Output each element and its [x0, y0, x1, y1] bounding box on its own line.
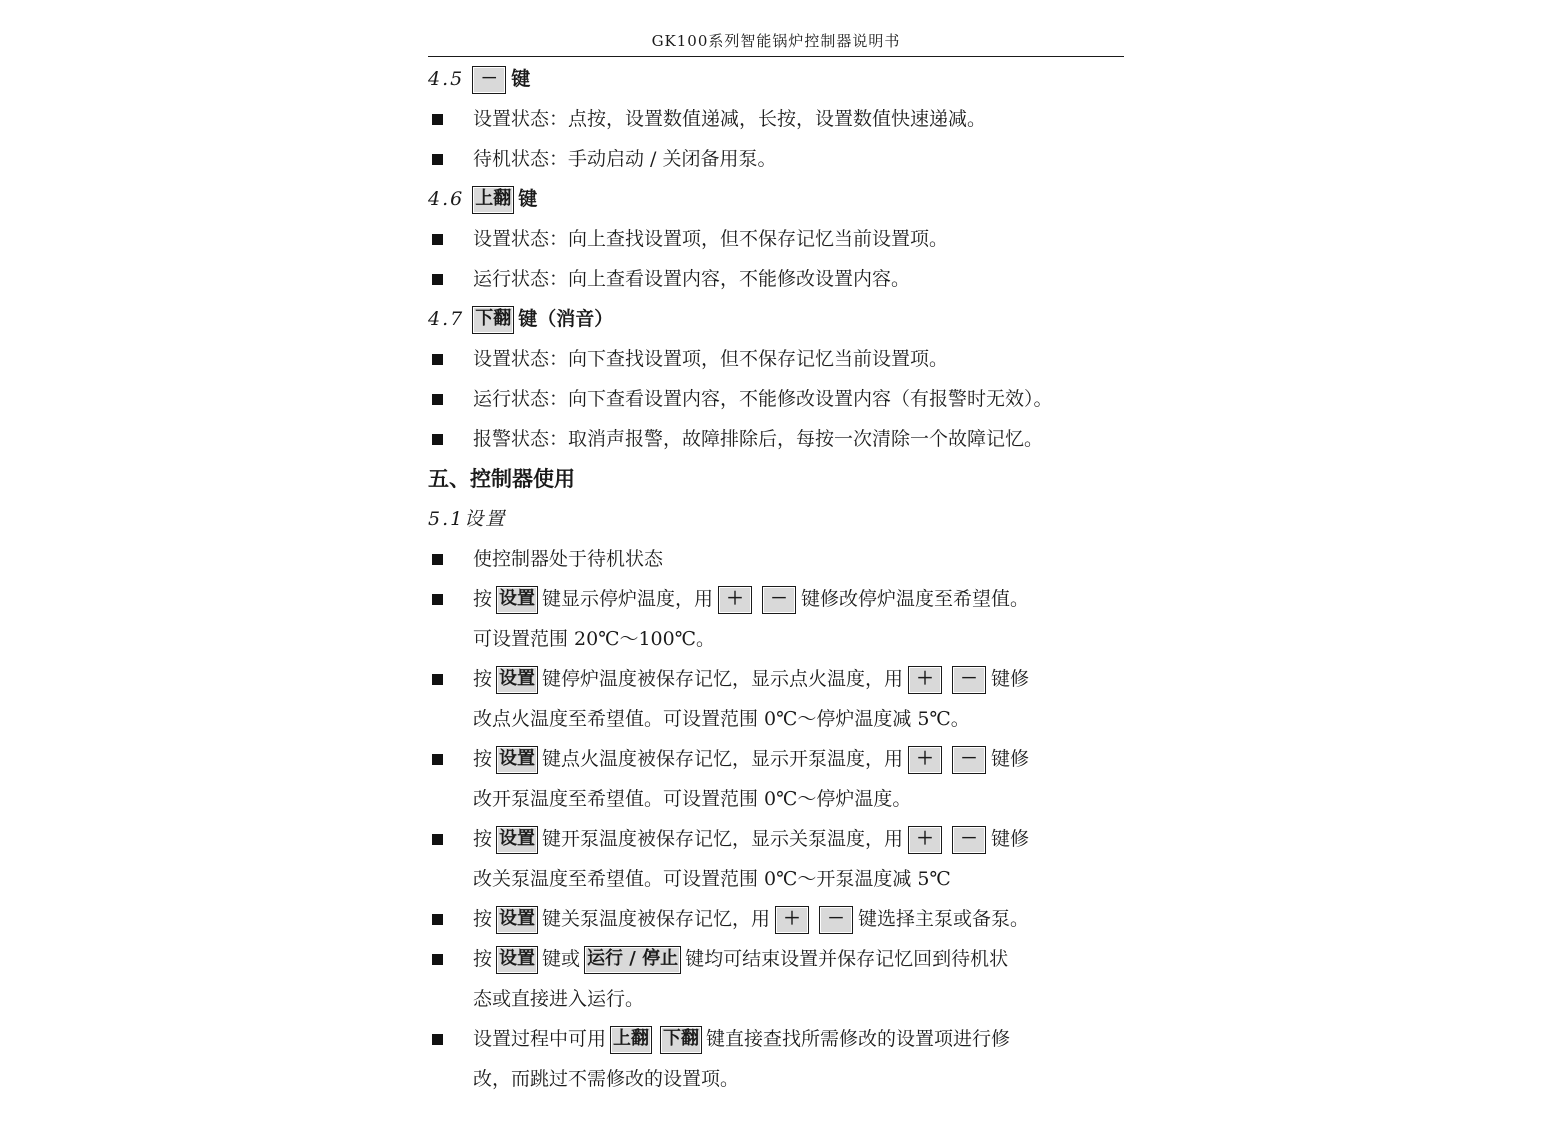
- list-item-text: 待机状态：手动启动 / 关闭备用泵。: [473, 148, 777, 170]
- chapter-heading: 五、控制器使用: [428, 467, 575, 491]
- list-item-text: 运行状态：向下查看设置内容，不能修改设置内容（有报警时无效）。: [473, 388, 1053, 410]
- text-post: 键修改停炉温度至希望值。: [801, 588, 1030, 610]
- page-down-key: 下翻: [472, 306, 514, 334]
- list-item-continuation: 改点火温度至希望值。可设置范围 0℃～停炉温度减 5℃。: [473, 708, 970, 730]
- section-4-6-heading: [428, 184, 537, 214]
- header-rule: [428, 56, 1124, 57]
- page-down-key: 下翻: [660, 1026, 702, 1054]
- text-pre: 设置过程中可用: [473, 1028, 607, 1050]
- list-item-continuation: 改关泵温度至希望值。可设置范围 0℃～开泵温度减 5℃: [473, 868, 951, 890]
- run-stop-key: 运行 / 停止: [584, 946, 681, 974]
- section-label: 键（消音）: [518, 308, 614, 330]
- bullet-square-icon: [432, 354, 443, 365]
- section-label: 键: [518, 188, 538, 210]
- set-key: 设置: [496, 746, 538, 774]
- list-item-text: 报警状态：取消声报警，故障排除后，每按一次清除一个故障记忆。: [473, 428, 1044, 450]
- manual-page: [428, 0, 1124, 1132]
- plus-key: ＋: [718, 586, 752, 614]
- list-item-text: 设置状态：向上查找设置项，但不保存记忆当前设置项。: [473, 228, 949, 250]
- bullet-square-icon: [432, 754, 443, 765]
- page-up-key: 上翻: [610, 1026, 652, 1054]
- text-pre: 按: [473, 828, 493, 850]
- plus-key: ＋: [908, 746, 942, 774]
- bullet-square-icon: [432, 914, 443, 925]
- list-item-text: [473, 584, 1029, 614]
- text-post: 键直接查找所需修改的设置项进行修: [706, 1028, 1011, 1050]
- text-post: 键修: [991, 748, 1030, 770]
- subsection-heading: 5.1设置: [428, 508, 507, 530]
- text-mid: 键显示停炉温度，用: [542, 588, 714, 610]
- set-key: 设置: [496, 586, 538, 614]
- text-mid: 键或: [542, 948, 581, 970]
- bullet-square-icon: [432, 674, 443, 685]
- list-item-continuation: 可设置范围 20℃～100℃。: [473, 628, 715, 650]
- text-pre: 按: [473, 668, 493, 690]
- text-post: 键均可结束设置并保存记忆回到待机状: [685, 948, 1009, 970]
- list-item-continuation: 改，而跳过不需修改的设置项。: [473, 1068, 740, 1090]
- bullet-square-icon: [432, 274, 443, 285]
- header-title: GK100系列智能锅炉控制器说明书: [651, 32, 901, 50]
- text-post: 键选择主泵或备泵。: [858, 908, 1030, 930]
- text-pre: 按: [473, 908, 493, 930]
- text-pre: 按: [473, 588, 493, 610]
- set-key: 设置: [496, 946, 538, 974]
- minus-key: －: [952, 666, 986, 694]
- plus-key: ＋: [908, 666, 942, 694]
- list-item-text: 使控制器处于待机状态: [473, 548, 664, 570]
- bullet-square-icon: [432, 594, 443, 605]
- minus-key: －: [952, 826, 986, 854]
- plus-key: ＋: [908, 826, 942, 854]
- list-item-continuation: 态或直接进入运行。: [473, 988, 645, 1010]
- list-item-text: [473, 744, 1029, 774]
- section-number: 4.6: [428, 188, 465, 210]
- text-post: 键修: [991, 828, 1030, 850]
- list-item-text: 运行状态：向上查看设置内容，不能修改设置内容。: [473, 268, 911, 290]
- text-mid: 键停炉温度被保存记忆，显示点火温度，用: [542, 668, 904, 690]
- section-4-5-heading: [428, 64, 530, 94]
- set-key: 设置: [496, 826, 538, 854]
- bullet-square-icon: [432, 114, 443, 125]
- text-pre: 按: [473, 948, 493, 970]
- set-key: 设置: [496, 666, 538, 694]
- list-item-text: [473, 824, 1029, 854]
- text-mid: 键关泵温度被保存记忆，用: [542, 908, 771, 930]
- text-post: 键修: [991, 668, 1030, 690]
- bullet-square-icon: [432, 154, 443, 165]
- minus-key: －: [952, 746, 986, 774]
- list-item-text: [473, 1024, 1010, 1054]
- list-item-text: [473, 904, 1029, 934]
- plus-key: ＋: [775, 906, 809, 934]
- section-label: 键: [511, 68, 531, 90]
- minus-key: －: [762, 586, 796, 614]
- minus-key: －: [819, 906, 853, 934]
- text-pre: 按: [473, 748, 493, 770]
- bullet-square-icon: [432, 394, 443, 405]
- list-item-text: [473, 944, 1008, 974]
- page-up-key: 上翻: [472, 186, 514, 214]
- section-4-7-heading: [428, 304, 613, 334]
- bullet-square-icon: [432, 434, 443, 445]
- bullet-square-icon: [432, 1034, 443, 1045]
- bullet-square-icon: [432, 554, 443, 565]
- bullet-square-icon: [432, 954, 443, 965]
- bullet-square-icon: [432, 834, 443, 845]
- list-item-continuation: 改开泵温度至希望值。可设置范围 0℃～停炉温度。: [473, 788, 912, 810]
- section-number: 4.5: [428, 68, 465, 90]
- list-item-text: [473, 664, 1029, 694]
- list-item-text: 设置状态：点按，设置数值递减，长按，设置数值快速递减。: [473, 108, 987, 130]
- list-item-text: 设置状态：向下查找设置项，但不保存记忆当前设置项。: [473, 348, 949, 370]
- text-mid: 键开泵温度被保存记忆，显示关泵温度，用: [542, 828, 904, 850]
- bullet-square-icon: [432, 234, 443, 245]
- minus-key: －: [472, 66, 506, 94]
- set-key: 设置: [496, 906, 538, 934]
- section-number: 4.7: [428, 308, 465, 330]
- text-mid: 键点火温度被保存记忆，显示开泵温度，用: [542, 748, 904, 770]
